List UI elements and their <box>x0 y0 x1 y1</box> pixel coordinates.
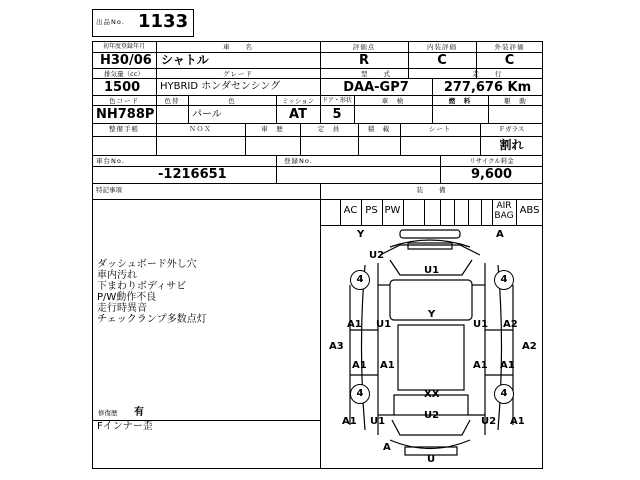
remark-line: 車内汚れ <box>97 270 137 281</box>
transmission-label: ミッション <box>281 97 315 105</box>
registration-label: 登録No. <box>284 157 313 165</box>
history-label: 車 歴 <box>261 125 284 133</box>
damage-mark: U2 <box>481 416 497 427</box>
color-code-label: 色コード <box>109 97 139 105</box>
damage-mark: U1 <box>370 416 386 427</box>
remark-line: P/W動作不良 <box>97 292 157 303</box>
damage-mark: A1 <box>347 319 362 330</box>
damage-mark: A1 <box>352 360 367 371</box>
damage-mark: A1 <box>473 360 488 371</box>
exterior-value: C <box>504 53 515 68</box>
inspection-label: 車 検 <box>381 97 405 105</box>
exterior-label: 外装評価 <box>494 43 525 51</box>
damage-mark: U1 <box>424 265 440 276</box>
score-value: R <box>358 53 369 68</box>
damage-mark: 4 <box>494 270 514 290</box>
repair-note: Fインナー歪 <box>97 421 153 432</box>
seat-label: シート <box>428 125 452 133</box>
nox-label: ＮＯＸ <box>189 125 212 133</box>
equipment-pw: PW <box>384 205 401 216</box>
drive-label: 駆 動 <box>504 97 527 105</box>
damage-mark: 4 <box>350 384 370 404</box>
color-change-label: 色替 <box>164 97 180 105</box>
equipment-ps: PS <box>365 205 378 216</box>
first-reg-label: 初年度登録年月 <box>102 43 145 50</box>
damage-mark: A2 <box>522 341 537 352</box>
remark-line: ダッシュボード外し穴 <box>97 259 197 270</box>
damage-mark: A1 <box>510 416 525 427</box>
equipment-label: 装 備 <box>416 186 447 194</box>
grade-label: グレード <box>223 70 253 78</box>
damage-mark: 4 <box>350 270 370 290</box>
equipment-airbag: AIR BAG <box>494 201 514 221</box>
equipment-grid <box>320 199 543 225</box>
damage-mark: U2 <box>369 250 385 261</box>
damage-mark: A <box>496 229 504 240</box>
doors-label: ドア・形状 <box>322 97 352 104</box>
glass-label: Ｆガラス <box>498 125 525 133</box>
mileage-value: 277,676 Km <box>443 80 532 95</box>
model-label: 型 式 <box>361 70 391 78</box>
recycle-label: リサイクル料金 <box>469 157 514 165</box>
damage-mark: A1 <box>380 360 395 371</box>
chassis-value: -1216651 <box>158 167 227 182</box>
seating-label: 定 員 <box>317 125 341 133</box>
car-damage-diagram <box>320 225 543 469</box>
score-label: 評価点 <box>352 43 376 51</box>
interior-value: C <box>437 53 447 68</box>
damage-mark: Y <box>357 229 365 240</box>
damage-mark: XX <box>424 389 440 400</box>
repair-value: 有 <box>134 407 144 418</box>
displacement-value: 1500 <box>104 80 141 95</box>
loading-label: 積 載 <box>367 125 391 133</box>
damage-mark: A1 <box>342 416 357 427</box>
damage-mark: U1 <box>376 319 392 330</box>
damage-mark: U1 <box>473 319 489 330</box>
model-value: DAA-GP7 <box>343 80 409 95</box>
doors-value: 5 <box>332 107 342 122</box>
color-code-value: NH788P <box>96 107 155 122</box>
damage-mark: A1 <box>500 360 515 371</box>
transmission-value: AT <box>289 107 307 122</box>
interior-label: 内装評価 <box>427 43 457 51</box>
lot-number-label: 出品No. <box>96 18 125 26</box>
equipment-abs: ABS <box>519 205 540 216</box>
glass-value: 割れ <box>499 138 524 152</box>
remark-line: 走行時異音 <box>97 303 147 314</box>
first-reg-value: H30/06 <box>100 53 152 68</box>
damage-mark: A <box>383 442 391 453</box>
recycle-value: 9,600 <box>470 167 513 182</box>
remarks-label: 特記事項 <box>96 186 122 194</box>
color-value: パール <box>192 109 222 120</box>
remark-line: チェックランプ多数点灯 <box>97 314 207 325</box>
damage-mark: A2 <box>503 319 518 330</box>
displacement-label: 排気量（cc） <box>104 70 144 78</box>
lot-number: 1133 <box>138 11 189 32</box>
repair-label: 修復歴 <box>98 409 118 417</box>
color-label: 色 <box>228 97 236 105</box>
damage-mark: Y <box>428 309 436 320</box>
mileage-label: 走 行 <box>472 70 503 78</box>
remark-line: 下まわりボディサビ <box>97 281 187 292</box>
chassis-label: 車台No. <box>96 157 125 165</box>
fuel-label: 燃 料 <box>448 97 472 105</box>
manual-label: 整備手帳 <box>109 125 139 133</box>
car-name-value: シャトル <box>161 53 209 67</box>
damage-mark: 4 <box>494 384 514 404</box>
equipment-ac: AC <box>343 205 358 216</box>
damage-mark: A3 <box>329 341 344 352</box>
grade-value: HYBRID ホンダセンシング <box>160 81 281 92</box>
damage-mark: U <box>427 454 436 465</box>
damage-mark: U2 <box>424 410 440 421</box>
car-name-label: 車 名 <box>223 43 253 51</box>
